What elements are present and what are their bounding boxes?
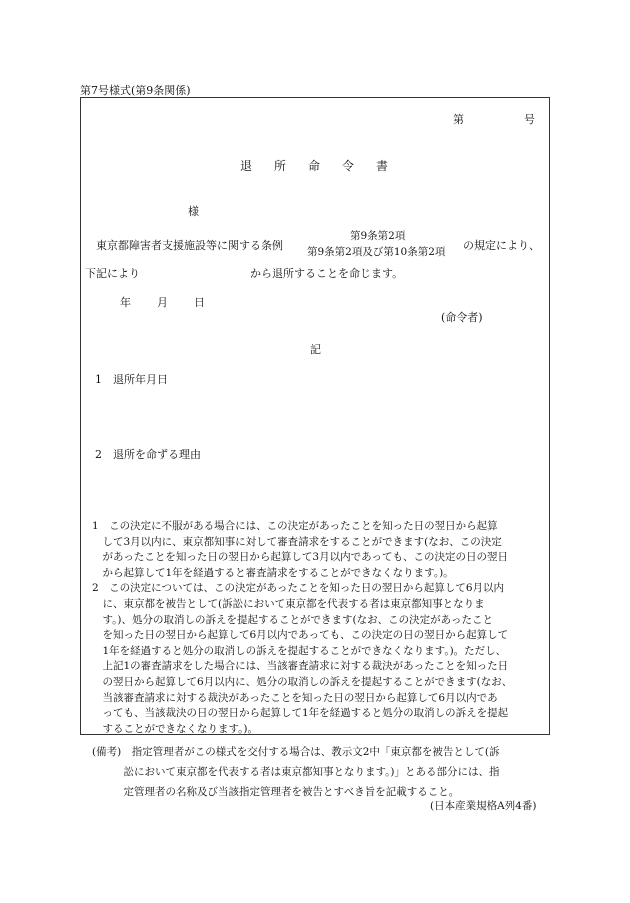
addressee-honorific: 様 xyxy=(188,205,199,218)
title-char: 命 xyxy=(308,159,321,173)
document-number-suffix: 号 xyxy=(524,113,535,126)
document-number-prefix: 第 xyxy=(453,113,464,126)
ordinance-name: 東京都障害者支援施設等に関する条例 xyxy=(96,239,283,252)
note-line: に、東京都を被告として(訴訟において東京都を代表する者は東京都知事となりま xyxy=(92,597,485,610)
title-char: 退 xyxy=(240,159,253,173)
note-line: っても、当該裁決の日の翌日から起算して1年を経過すると処分の取消しの訴えを提起 xyxy=(92,707,509,720)
remarks-line: 定管理者の名称及び当該指定管理者を被告とすべき旨を記載すること。 xyxy=(92,786,460,798)
title-char: 書 xyxy=(376,159,389,173)
item-exit-date: 1 退所年月日 xyxy=(95,373,168,386)
article-option-a: 第9条第2項 xyxy=(350,230,406,242)
note-line: があったことを知った日の翌日から起算して3月以内であっても、この決定の日の翌日 xyxy=(92,551,508,564)
note-line: す。)、処分の取消しの訴えを提起することができます(なお、この決定があったこと xyxy=(92,613,493,626)
note-line: 1 この決定に不服がある場合には、この決定があったことを知った日の翌日から起算 xyxy=(92,520,498,532)
remarks-line: 訟において東京都を代表する者は東京都知事となります。)」とある部分には、指 xyxy=(92,766,500,778)
appeal-instructions xyxy=(92,519,552,737)
document-title xyxy=(240,157,410,174)
note-line: 2 この決定については、この決定があったことを知った日の翌日から起算して6月以内 xyxy=(92,582,505,595)
note-line: することができなくなります。)。 xyxy=(92,722,259,735)
form-number-label: 第7号様式(第9条関係) xyxy=(80,84,191,97)
date-day-label: 日 xyxy=(194,296,205,309)
note-line: の翌日から起算して6月以内に、処分の取消しの訴えを提起することができます(なお、 xyxy=(92,675,513,688)
remarks-line: (備考) 指定管理者がこの様式を交付する場合は、教示文2中「東京都を被告として(訴 xyxy=(92,746,500,758)
paper-size-note: (日本産業規格A列4番) xyxy=(430,800,537,812)
order-text: から退所することを命じます。 xyxy=(250,267,404,280)
title-char: 所 xyxy=(274,159,287,173)
note-line: 1年を経過すると処分の取消しの訴えを提起することができなくなります。)。ただし、 xyxy=(92,644,507,657)
ki-heading: 記 xyxy=(310,343,321,356)
item-exit-reason: 2 退所を命ずる理由 xyxy=(95,448,201,461)
note-line: から起算して1年を経過すると審査請求をすることができなくなります。)。 xyxy=(92,566,454,579)
issuer-label: (命令者) xyxy=(441,311,483,324)
remarks xyxy=(92,742,552,802)
article-option-b: 第9条第2項及び第10条第2項 xyxy=(307,246,446,258)
note-line: 上記1の審査請求をした場合には、当該審査請求に対する裁決があったことを知った日 xyxy=(92,660,509,673)
note-line: を知った日の翌日から起算して6月以内であっても、この決定の日の翌日から起算して xyxy=(92,629,509,642)
note-line: 当該審査請求に対する裁決があったことを知った日の翌日から起算して6月以内であ xyxy=(92,691,498,704)
below-note-text: 下記により xyxy=(85,267,140,280)
date-month-label: 月 xyxy=(157,296,168,309)
note-line: して3月以内に、東京都知事に対して審査請求をすることができます(なお、この決定 xyxy=(92,535,502,548)
title-char: 令 xyxy=(342,159,355,173)
per-provisions-text: の規定により、 xyxy=(463,239,540,252)
issue-date xyxy=(120,294,231,310)
date-year-label: 年 xyxy=(120,296,131,309)
